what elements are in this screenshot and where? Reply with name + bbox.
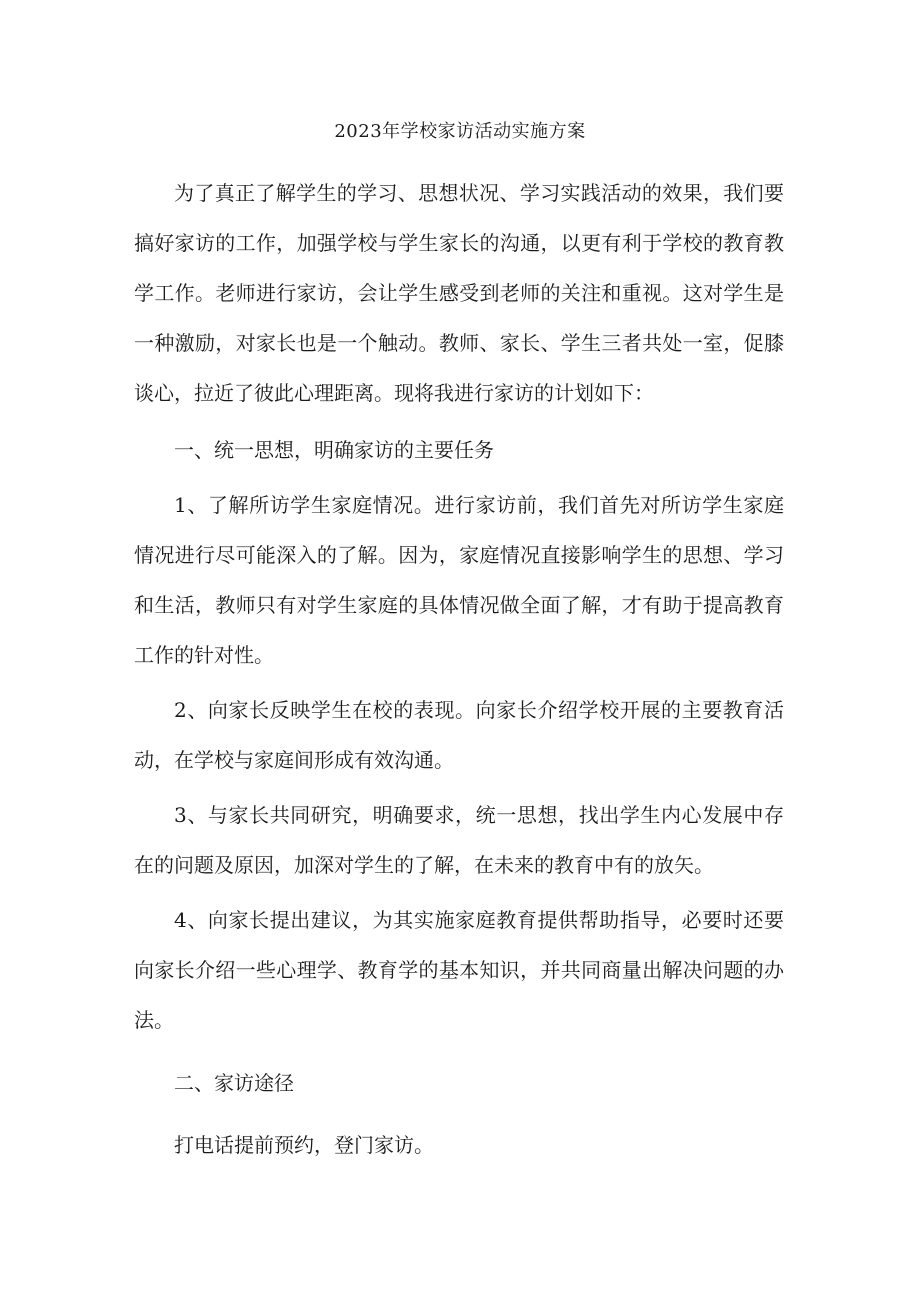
visit-method-paragraph: 打电话提前预约，登门家访。 [174, 1133, 434, 1157]
task-item-2: 2、向家长反映学生在校的表现。向家长介绍学校开展的主要教育活动，在学校与家庭间形成有效沟通。 [134, 698, 784, 772]
task-item-4: 4、向家长提出建议，为其实施家庭教育提供帮助指导，必要时还要向家长介绍一些心理学、教育学的基本知识，并共同商量出解决问题的办法。 [134, 908, 784, 1032]
task-item-1: 1、了解所访学生家庭情况。进行家访前，我们首先对所访学生家庭情况进行尽可能深入的了解。因为，家庭情况直接影响学生的思想、学习和生活，教师只有对学生家庭的具体情况做全面了解，才有助于提高教育工作的针对性。 [134, 493, 784, 667]
document-title: 2023年学校家访活动实施方案 [334, 121, 586, 142]
section-heading-1: 一、统一思想，明确家访的主要任务 [174, 438, 494, 462]
intro-paragraph: 为了真正了解学生的学习、思想状况、学习实践活动的效果，我们要搞好家访的工作，加强学校与学生家长的沟通，以更有利于学校的教育教学工作。老师进行家访，会让学生感受到老师的关注和重视。这对学生是一种激励，对家长也是一个触动。教师、家长、学生三者共处一室，促膝谈心，拉近了彼此心理距离。现将我进行家访的计划如下： [134, 181, 784, 405]
task-item-3: 3、与家长共同研究，明确要求，统一思想，找出学生内心发展中存在的问题及原因，加深对学生的了解，在未来的教育中有的放矢。 [134, 803, 784, 877]
document-body [134, 168, 784, 1170]
section-heading-2: 二、家访途径 [174, 1071, 294, 1095]
